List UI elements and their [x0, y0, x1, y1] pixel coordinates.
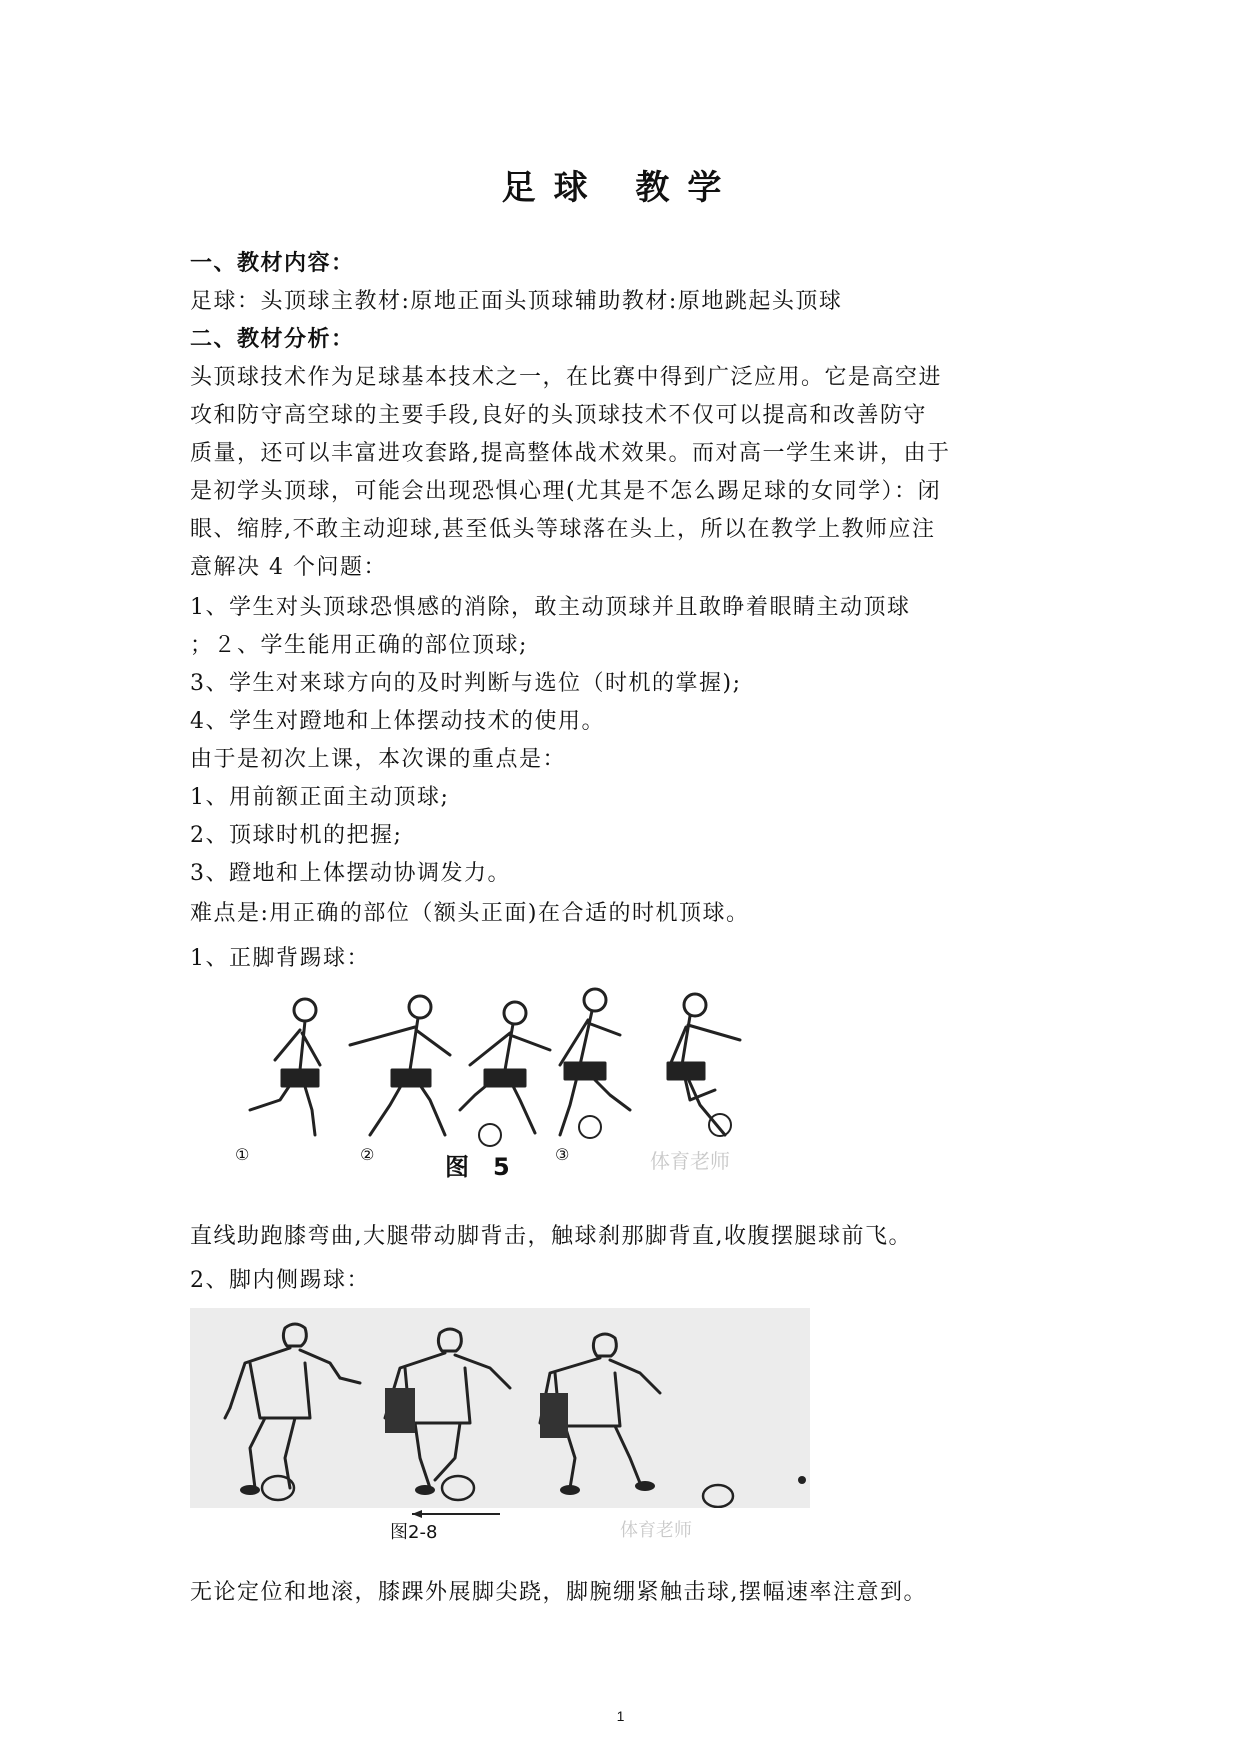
body-line: 是初学头顶球，可能会出现恐惧心理(尤其是不怎么踢足球的女同学）：闭	[190, 479, 942, 504]
body-line: 直线助跑膝弯曲,大腿带动脚背击，触球刹那脚背直,收腹摆腿球前飞。	[190, 1224, 912, 1249]
body-line: 攻和防守高空球的主要手段,良好的头顶球技术不仅可以提高和改善防守	[190, 403, 927, 428]
body-line: 3、蹬地和上体摆动协调发力。	[190, 861, 511, 886]
direction-arrow	[190, 1508, 810, 1536]
instep-kick-figure	[220, 985, 850, 1180]
page-number: 1	[616, 1708, 625, 1724]
page-title: 足球 教学	[501, 168, 740, 208]
body-line: 质量，还可以丰富进攻套路,提高整体战术效果。而对高一学生来讲，由于	[190, 441, 951, 466]
body-line: 4、学生对蹬地和上体摆动技术的使用。	[190, 709, 605, 734]
section-heading-content: 一、教材内容：	[190, 251, 355, 276]
step-label: ③	[555, 1145, 570, 1164]
step-label: ②	[360, 1145, 375, 1164]
inside-foot-kick-figure	[190, 1308, 810, 1543]
body-line: 3、学生对来球方向的及时判断与选位（时机的掌握);	[190, 671, 742, 696]
body-line: 足球：头顶球主教材:原地正面头顶球辅助教材:原地跳起头顶球	[190, 289, 843, 314]
body-line: 1、学生对头顶球恐惧感的消除，敢主动顶球并且敢睁着眼睛主动顶球	[190, 595, 911, 620]
body-line: 意解决 4 个问题：	[190, 555, 387, 580]
body-line: 无论定位和地滚，膝踝外展脚尖跷，脚腕绷紧触击球,摆幅速率注意到。	[190, 1580, 927, 1605]
body-line: 眼、缩脖,不敢主动迎球,甚至低头等球落在头上，所以在教学上教师应注	[190, 517, 936, 542]
figure-caption: 图2-8	[390, 1522, 438, 1543]
step-label: ①	[235, 1145, 250, 1164]
inside-foot-kick-illustration	[190, 1308, 810, 1508]
body-line: 2、脚内侧踢球：	[190, 1268, 370, 1293]
watermark-text: 体育老师	[650, 1149, 730, 1173]
body-line: 2、顶球时机的把握;	[190, 823, 403, 848]
body-line: 1、正脚背踢球：	[190, 946, 370, 971]
instep-kick-illustration	[220, 985, 850, 1180]
section-heading-analysis: 二、教材分析：	[190, 327, 355, 352]
body-line: 由于是初次上课，本次课的重点是：	[190, 747, 567, 772]
body-line: 头顶球技术作为足球基本技术之一，在比赛中得到广泛应用。它是高空进	[190, 365, 943, 390]
body-line: 1、用前额正面主动顶球;	[190, 785, 450, 810]
body-line: ；２、学生能用正确的部位顶球;	[190, 633, 528, 658]
body-line: 难点是:用正确的部位（额头正面)在合适的时机顶球。	[190, 901, 750, 926]
watermark-text: 体育老师	[620, 1520, 692, 1541]
figure-caption: 图 5	[445, 1153, 510, 1181]
